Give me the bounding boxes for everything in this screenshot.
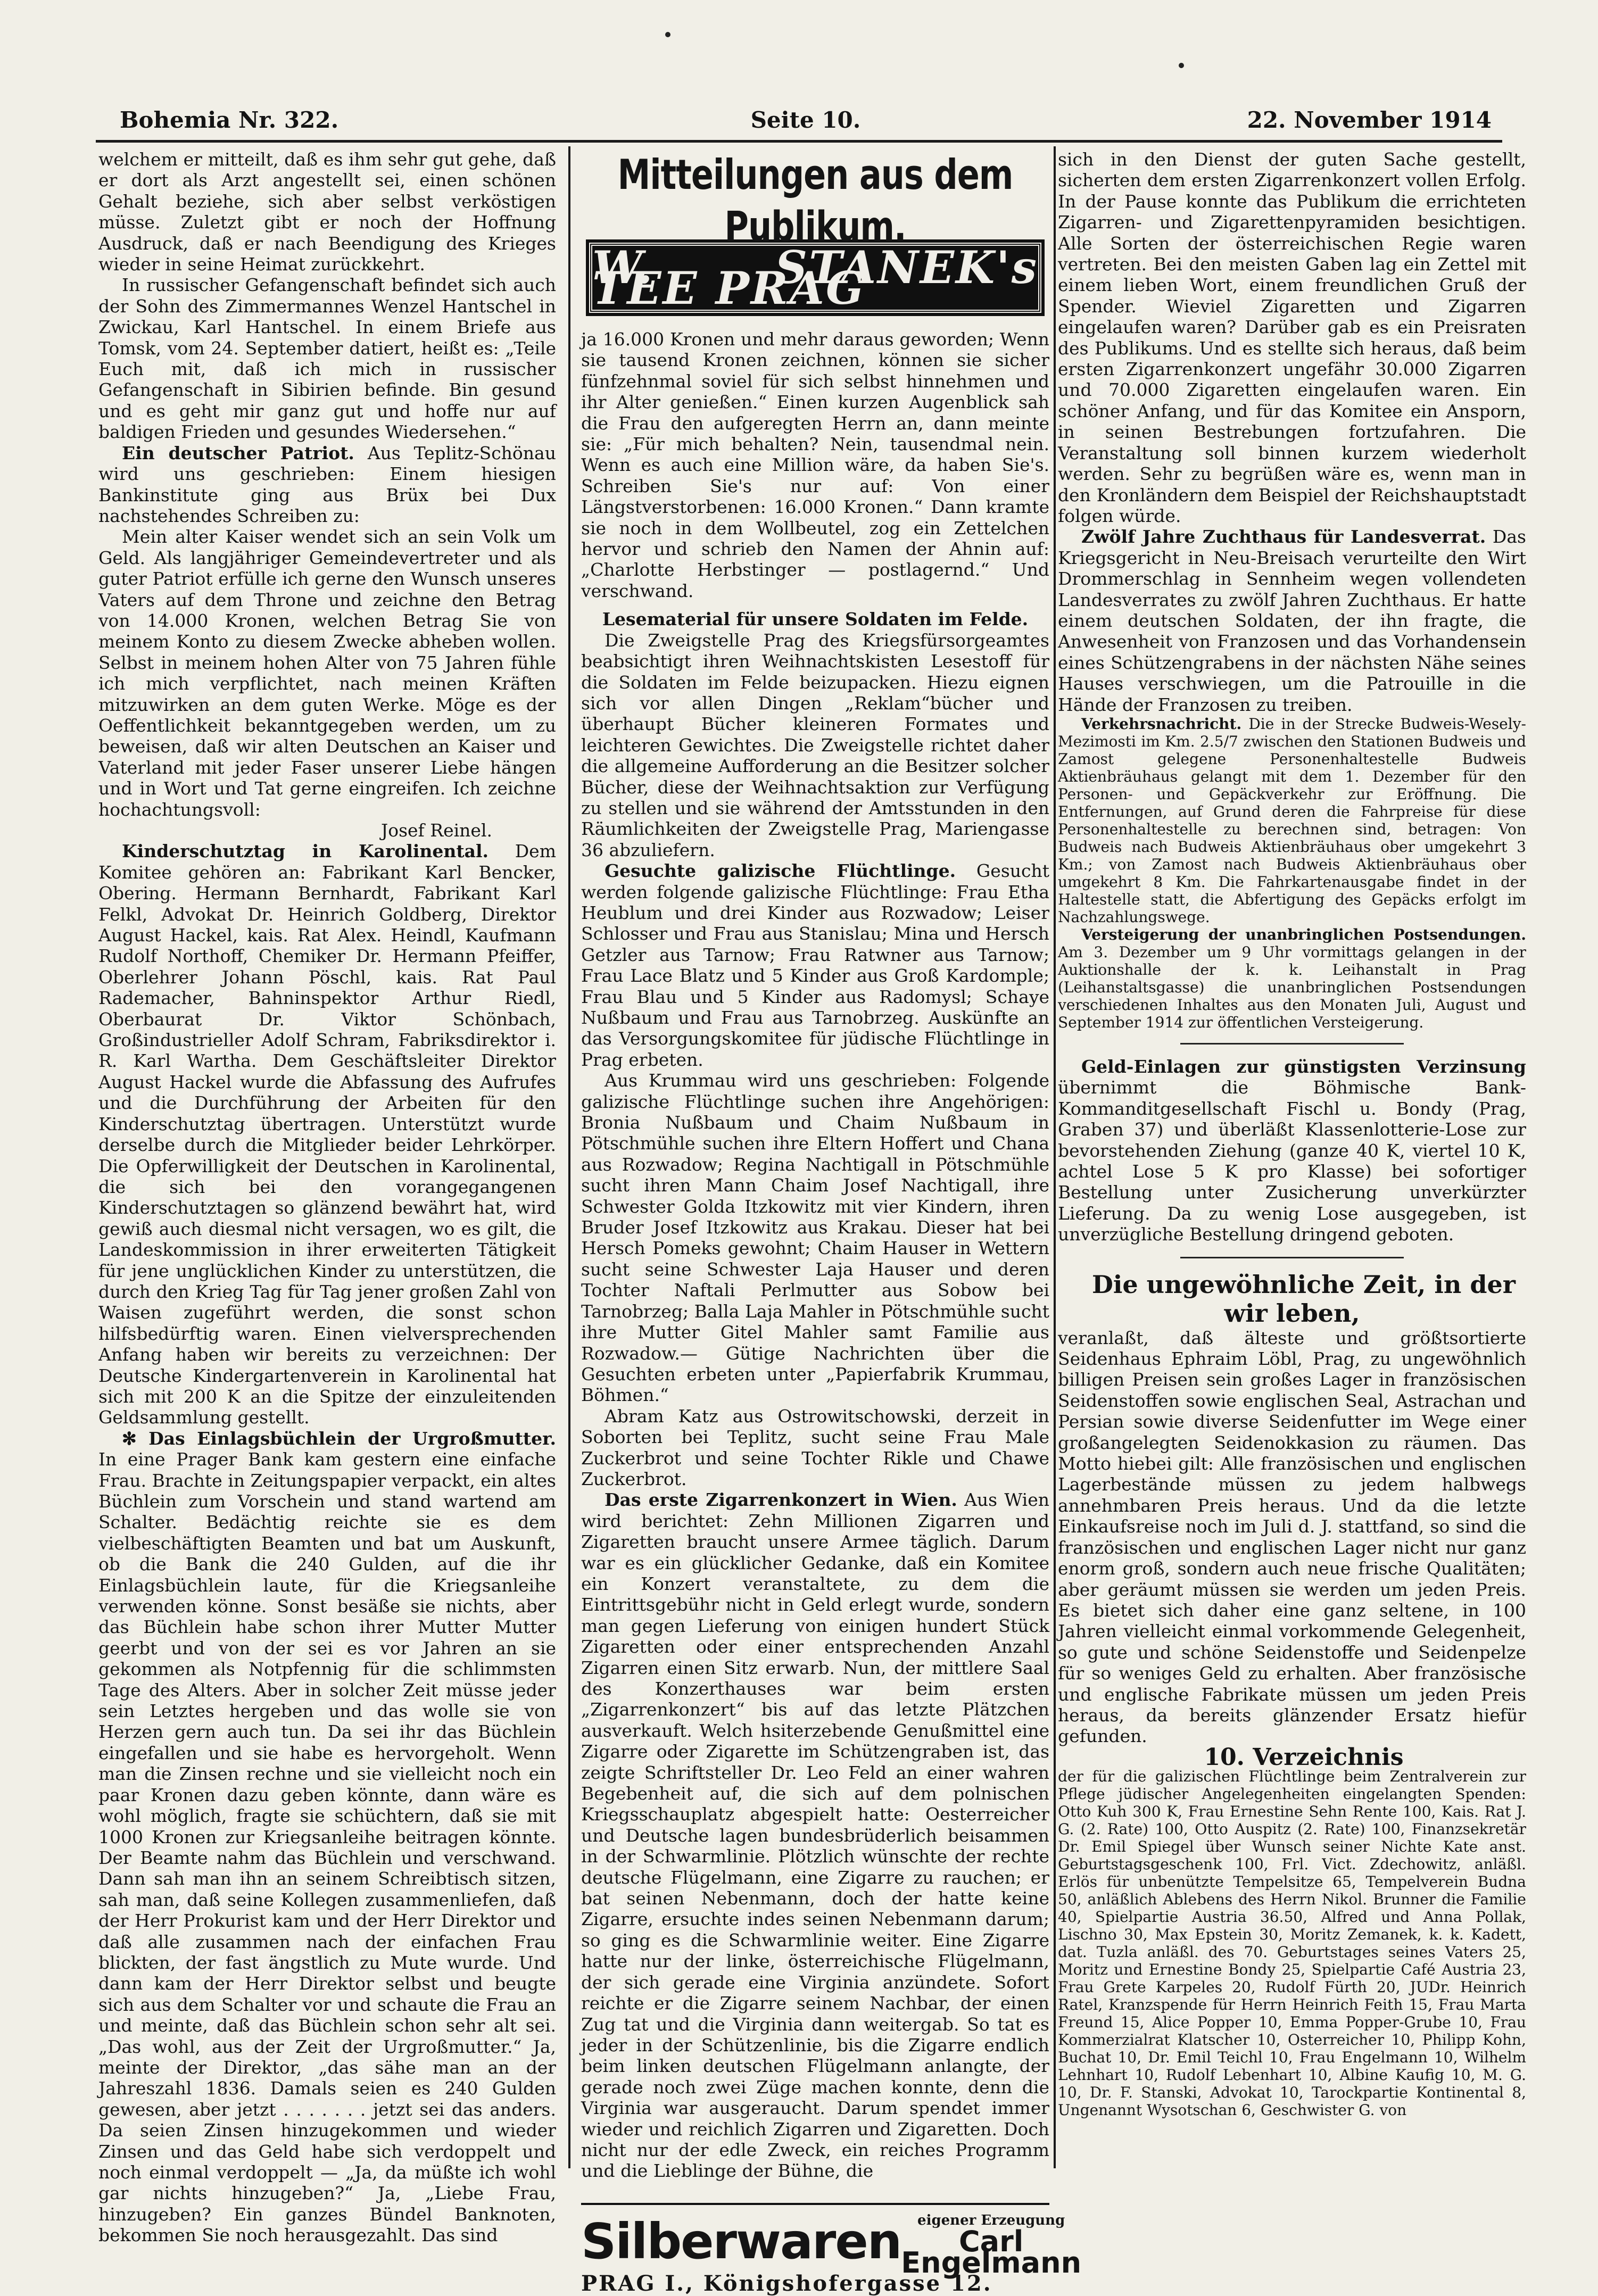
page-header [120,101,1492,138]
article-text: Dem Komitee gehören an: Fabrikant Karl Bencker, Obering. Hermann Bernhardt, Fabrikant Karl Felkl, Advokat Dr. Heinrich Goldberg, Direktor August Hackel, kais. Rat Alex. Heindl, Kaufmann Rudolf Northoff, Chemiker Dr. Hermann Pfeiffer, Oberlehrer Johann Pöschl, kais. Rat Paul Rademacher, Bahninspektor Arthur Riedl, Oberbaurat Dr. Viktor Schönbach, Großindustrieller Adolf Schram, Fabriksdirektor i. R. Karl Wartha. Dem Geschäftsleiter Direktor August Hackel wurde die Abfassung des Aufrufes und die Durchführung der Arbeiten für den Kinderschutztag übertragen. Unterstützt wurde derselbe durch die Mitglieder beider Lehrkörper. Die Opferwilligkeit der Deutschen in Karolinental, die sich bei den vorangegangenen Kinderschutztagen so glänzend bewährt hat, wird gewiß auch diesmal nicht versagen, wo es gilt, die Landeskommission in ihrer erweiterten Tätigkeit für jene unglücklichen Kinder zu unterstützen, die durch den Krieg Tag für Tag jener großen Zahl von Waisen zugeführt werden, die sonst schon hilfsbedürftig waren. Einen vielversprechenden Anfang haben wir bereits zu verzeichnen: Der Deutsche Kindergartenverein in Karolinental hat sich mit 200 K an die Spitze der einzuleitenden Geldsammlung gestellt. [98,841,556,1428]
column-rule-1 [568,146,570,2168]
ad-headline: Silberwaren [581,2213,901,2270]
article-heading: ✻ Das Einlagsbüchlein der Urgroßmutter. [122,1428,556,1449]
speck [1179,63,1184,68]
stanek-tea-banner [589,243,1041,313]
article-heading: Kinderschutztag in Karolinental. [122,841,489,862]
article-text: übernimmt die Böhmische Bank-Kommanditgesellschaft Fischl u. Bondy (Prag, Graben 37) und überläßt Klassenlotterie-Lose zur bevorstehenden Ziehung (ganze 40 K, viertel 10 K, achtel Lose 5 K pro Klasse) bei sofortiger Bestellung unter Zusicherung unverkürzter Lieferung. Da zu wenig Lose ausgegeben, ist unverzügliche Bestellung dringend geboten. [1058,1077,1526,1245]
article [581,860,1049,1070]
article-text: ja 16.000 Kronen und mehr daraus geworden; Wenn sie tausend Kronen zeichnen, können sie sicher fünfzehnmal soviel für sich selbst hinnehmen und ihr Alter genießen.“ Einen kurzen Augenblick sah die Frau den aufgeregten Herrn an, dann meinte sie: „Für mich behalten? Nein, tausendmal nein. Wenn es auch eine Million wäre, da haben Sie's. Schreiben Sie's nur auf: Von einer Längstverstorbenen: 16.000 Kronen.“ Dann kramte sie noch in dem Wollbeutel, zog ein Zettelchen hervor und schrieb den Namen der Ahnin auf: „Charlotte Herbstinger — postlagernd.“ Und verschwand. [581,329,1049,601]
article-text: sich in den Dienst der guten Sache gestellt, sicherten dem ersten Zigarrenkonzert vollen Erfolg. In der Pause konnte das Publikum die errichteten Zigarren- und Zigarettenpyramiden besichtigen. Alle Sorten der österreichischen Regie waren vertreten. Bei den meisten Gaben lag ein Zettel mit einem lieben Wort, einem freundlichen Gruß der Spender. Wieviel Zigaretten und Zigarren eingelaufen waren? Darüber gab es ein Preisraten des Publikums. Und es stellte sich heraus, daß beim ersten Zigarrenkonzert ungefähr 30.000 Zigarren und 70.000 Zigaretten eingelaufen waren. Ein schöner Anfang, und für das Komitee ein Ansporn, in seinen Bestrebungen fortzufahren. Die Veranstaltung soll binnen kurzem wiederholt werden. Sehr zu begrüßen wäre es, wenn man in den Kronländern dem Beispiel der Reichshauptstadt folgen würde. [1058,149,1526,526]
article-text: In eine Prager Bank kam gestern eine einfache Frau. Brachte in Zeitungspapier verpackt, ein altes Büchlein zum Vorschein und stand wartend am Schalter. Bedächtig reichte sie es dem vielbeschäftigten Beamten und bat um Auskunft, ob die Bank die 240 Gulden, auf die ihr Einlagsbüchlein laute, für die Kriegsanleihe verwenden könne. Sonst besäße sie nichts, aber das Büchlein habe schon ihrer Mutter Mutter geerbt und von der sei es vor Jahren an sie gekommen als Notpfennig für die schlimmsten Tage des Alters. Aber in solcher Zeit müsse jeder sein Letztes hergeben und das wolle sie von Herzen gern auch tun. Da sei ihr das Büchlein eingefallen und sie habe es hervorgeholt. Wenn man die Zinsen rechne und sie vielleicht noch ein paar Kronen dazu geben könnte, dann wäre es wohl möglich, fragte sie schüchtern, daß sie mit 1000 Kronen zur Kriegsanleihe beitragen könnte. Der Beamte nahm das Büchlein und verschwand. Dann sah man ihn an seinem Schreibtisch sitzen, sah man, daß seine Kollegen zusammenliefen, daß der Herr Prokurist kam und der Herr Direktor und daß alle zusammen nach der einfachen Frau blickten, der fast ängstlich zu Mute wurde. Und dann kam der Herr Direktor selbst und beugte sich aus dem Schalter vor und schaute die Frau an und meinte, daß das Büchlein schon sehr alt sei. „Das wohl, aus der Zeit der Urgroßmutter.“ Ja, meinte der Direktor, „das sähe man an der Jahreszahl 1836. Damals seien es 240 Gulden gewesen, aber jetzt . . . . . . . jetzt sei das anders. Da seien Zinsen hinzugekommen und wieder Zinsen und das Geld habe sich verdoppelt und noch einmal verdoppelt — „Ja, da müßte ich wohl gar nichts hinzugeben?“ Ja, „Liebe Frau, hinzugeben? Ein ganzes Bündel Banknoten, bekommen Sie noch herausgezahlt. Das sind [98,1449,556,2246]
speck [665,32,670,37]
article-heading: Geld-Einlagen zur günstigsten Verzinsung [1081,1056,1526,1077]
article-text: In russischer Gefangenschaft befindet sich auch der Sohn des Zimmermannes Wenzel Hantschel in Zwickau, Karl Hantschel. In einem Briefe aus Tomsk, vom 24. September datiert, heißt es: „Teile Euch mit, daß ich mich in russischer Gefangenschaft in Sibirien befinde. Bin gesund und es geht mir ganz gut und hoffe nur auf baldigen Frieden und gesundes Wiedersehen.“ [98,275,556,443]
article-text: welchem er mitteilt, daß es ihm sehr gut gehe, daß er dort als Arzt angestellt sei, einen schönen Gehalt beziehe, sich aber selbst verköstigen müsse. Zuletzt gibt er noch der Hoffnung Ausdruck, daß er nach Beendigung des Krieges wieder in seine Heimat zurückkehrt. [98,149,556,275]
ad-subline: eigener Erzeugung [917,2212,1065,2228]
column-1 [98,149,556,2246]
article [1058,715,1526,926]
separator-rule [1180,1043,1404,1045]
article [1058,926,1526,1031]
article-text: Aus Krummau wird uns geschrieben: Folgende galizische Flüchtlinge suchen ihre Angehörigen: Bronia Nußbaum und Chaim Nußbaum in Pötschmühle suchen ihre Eltern Hoffert und Chana aus Rozwadow; Regina Nachtigall in Pötschmühle sucht ihren Mann Chaim Josef Nachtigall, ihre Schwester Golda Itzkowitz mit vier Kindern, ihren Bruder Josef Itzkowitz aus Krakau. Dieser hat bei Hersch Pomeks gewohnt; Chaim Hauser in Wettern sucht seine Schwester Laja Hauser und deren Tochter Naftali Perlmutter aus Sobow bei Tarnobrzeg; Balla Laja Mahler in Pötschmühle sucht ihre Mutter Gitel Mahler samt Familie aus Rozwadow.— Gütige Nachrichten über die Gesuchten erbeten unter „Papierfabrik Krummau, Böhmen.“ [581,1070,1049,1406]
article-heading: Das erste Zigarrenkonzert in Wien. [605,1489,957,1511]
ad-company: Carl Engelmann [901,2225,1082,2280]
article [98,1428,556,2246]
article-heading: Lesematerial für unsere Soldaten im Felde. [602,609,1029,630]
article-text: Aus Teplitz-Schönau wird uns geschrieben: Einem hiesigen Bankinstitute ging aus Brüx bei Dux nachstehendes Schreiben zu: [98,442,556,526]
signature: Josef Reinel. [380,820,492,841]
section-masthead: Mitteilungen aus dem Publikum. [617,150,1013,251]
article-heading: Verkehrsnachricht. [1081,715,1242,733]
article-text: Aus Wien wird berichtet: Zehn Millionen Zigarren und Zigaretten braucht unsere Armee täglich. Darum war es ein glücklicher Gedanke, daß ein Komitee ein Konzert veranstaltete, zu dem die Eintrittsgebühr nicht in Geld erlegt wurde, sondern man gegen Lieferung von einigen hundert Stück Zigaretten oder einer entsprechenden Anzahl Zigarren einen Sitz erwarb. Nun, der mittlere Saal des Konzerthauses war beim ersten „Zigarrenkonzert“ bis auf das letzte Plätzchen ausverkauft. Welch hsiterzebende Genußmittel eine Zigarre oder Zigarette im Schützengraben ist, das zeigte Schriftsteller Dr. Leo Feld an einer wahren Begebenheit auf, die sich auf dem polnischen Kriegsschauplatz abgespielt hatte: Oesterreicher und Deutsche lagen bundesbrüderlich beisammen in der Schwarmlinie. Plötzlich wünschte der rechte deutsche Flügelmann, eine Zigarre zu rauchen; er bat seinen Nebenmann, doch der hatte keine Zigarre, ersuchte indes seinen Nebenmann darum; so ging es die Schwarmlinie weiter. Eine Zigarre hatte nur der linke, österreichische Flügelmann, der sich gerade eine Virginia anzündete. Sofort reichte er die Zigarre seinem Nachbar, der einen Zug tat und die Virginia dann weitergab. So tat es jeder in der Schützenlinie, bis die Zigarre endlich beim linken deutschen Flügelmann anlangte, der gerade noch zwei Züge machen konnte, denn die Virginia war ausgeraucht. Darum spendet immer wieder und reichlich Zigarren und Zigaretten. Doch nicht nur der edle Zweck, ein reiches Programm und die Lieblinge der Bühne, die [581,1489,1049,2182]
header-date: 22. November 1914 [1247,106,1492,133]
header-title: Bohemia Nr. 322. [120,106,339,133]
column-3 [1058,149,1526,2171]
article-text: veranlaßt, daß älteste und größtsortierte Seidenhaus Ephraim Löbl, Prag, zu ungewöhnlich billigen Preisen sein großes Lager in französischen Seidenstoffen sowie englischen Seal, Astrachan und Persian sowie diverse Seidenfutter im Wege einer großangelegten Seidenokkasion zu räumen. Das Motto hiebei gilt: Alle französischen und englischen Lagerbestände müssen zu jedem halbwegs annehmbaren Preis heraus. Und da die letzte Einkaufsreise noch im Juli d. J. stattfand, so sind die französischen und englischen Lager nicht nur ganz enorm groß, sondern auch neue frische Qualitäten; aber geräumt müssen sie werden um jeden Preis. Es bietet sich daher eine ganz seltene, in 100 Jahren vielleicht einmal vorkommende Gelegenheit, so gute und schöne Seidenstoffe und Seidenpelze für so weniges Geld zu erhalten. Aber französische und englische Fabrikate müssen um jeden Preis heraus, da bereits glänzender Ersatz hiefür gefunden. [1058,1327,1526,1747]
article-title: Die ungewöhnliche Zeit, in der wir leben, [1091,1270,1516,1328]
donation-list: der für die galizischen Flüchtlinge beim Zentralverein zur Pflege jüdischer Angelegenheiten eingelangten Spenden: Otto Kuh 300 K, Frau Ernestine Sehn Rente 100, Kais. Rat J. G. (2. Rate) 100, Otto Auspitz (2. Rate) 100, Finanzsekretär Dr. Emil Spiegel über Wunsch seiner Nichte Kate anst. Geburtstagsgeschenk 100, Frl. Vict. Zdechowitz, anläßl. Erlös für unbenützte Tempelsitze 65, Tempelverein Budna 50, anläßlich Ablebens des Herrn Nikol. Brunner die Familie 40, Spielpartie Austria 36.50, Alfred und Anna Pollak, Lischno 30, Max Epstein 30, Moritz Zemanek, k. k. Kadett, dat. Tuzla anläßl. des 70. Geburtstages seines Vaters 25, Moritz und Ernestine Bondy 25, Spielpartie Café Austria 23, Frau Grete Karpeles 20, Rudolf Fürth 20, JUDr. Heinrich Ratel, Kranzspende für Herrn Heinrich Feith 15, Frau Marta Freund 15, Alice Popper 10, Emma Popper-Grube 10, Frau Kommerzialrat Klatscher 10, Osterreicher 10, Philipp Kohn, Buchat 10, Dr. Emil Teichl 10, Frau Engelmann 10, Wilhelm Lehnhart 10, Rudolf Lebenhart 10, Albine Kaufig 10, M. G. 10, Dr. F. Stanski, Advokat 10, Tarockpartie Kontinental 8, Ungenannt Wysotschan 6, Geschwister G. von [1058,1768,1526,2119]
article-text: Am 3. Dezember um 9 Uhr vormittags gelangen in der Auktionshalle der k. k. Leihanstalt in Prag (Leihanstaltsgasse) die unanbringlichen Postsendungen verschiedenen Inhaltes aus den Monaten Juli, August und September 1914 zur öffentlichen Versteigerung. [1058,943,1526,1031]
separator-rule [1180,1257,1404,1258]
header-page-number: Seite 10. [750,106,861,133]
bank-notice [1058,1056,1526,1245]
article-text: Das Kriegsgericht in Neu-Breisach verurteilte den Wirt Drommerschlag in Sennheim wegen vollendeten Landesverrates zu zwölf Jahren Zuchthaus. Er hatte einem deutschen Soldaten, der ihn fragte, die Anwesenheit von Franzosen und das Vorhandensein eines Schützengrabens in der nächsten Nähe seines Hauses verschwiegen, um die Patrouille in die Hände der Franzosen zu treiben. [1058,526,1526,715]
silverware-advertisement [581,2203,1082,2296]
article-text: Die Zweigstelle Prag des Kriegsfürsorgeamtes beabsichtigt ihren Weihnachtskisten Lesestoff für die Soldaten im Felde beizupacken. Hiezu eignen sich vor allen Dingen „Reklam“bücher und überhaupt Bücher kleineren Formates und leichteren Gewichtes. Die Zweigstelle richtet daher die allgemeine Aufforderung an die Besitzer solcher Bücher, diese der Weihnachtsaktion zur Verfügung zu stellen und sie während der Amtsstunden in den Räumlichkeiten der Zweigstelle Prag, Mariengasse 36 abzuliefern. [581,629,1049,860]
article-heading: Ein deutscher Patriot. [122,442,354,463]
article-text: Gesucht werden folgende galizische Flüchtlinge: Frau Etha Heublum und drei Kinder aus Rozwadow; Leiser Schlosser und Frau aus Stanislau; Mina und Hersch Getzler aus Tarnow; Frau Ratwner aus Tarnow; Frau Lace Blatz und 5 Kinder aus Groß Kardomple; Frau Blau und 5 Kinder aus Radomysl; Schaye Nußbaum und Frau aus Tarnobrzeg. Auskünfte an das Versorgungskomitee für jüdische Flüchtlinge in Prag erbeten. [581,860,1049,1070]
letter-text: Mein alter Kaiser wendet sich an sein Volk um Geld. Als langjähriger Gemeindevertreter und als guter Patriot erfülle ich gerne den Wunsch unseres Vaters auf dem Throne und zeichne den Betrag von 14.000 Kronen, welchen Betrag Sie von meinem Konto zu diesem Zwecke abheben wollen. Selbst in meinem hohen Alter von 75 Jahren fühle ich mich verpflichtet, nach meinen Kräften mitzuwirken an dem guten Werke. Möge es der Oeffentlichkeit bekanntgegeben werden, um zu beweisen, daß wir alten Deutschen an Kaiser und Vaterland mit jeder Faser unserer Liebe hängen und in Wort und Tat gerne eingreifen. Ich zeichne hochachtungsvoll: [98,526,556,820]
article [98,841,556,1428]
column-rule-2 [1054,146,1056,2168]
article-text: Abram Katz aus Ostrowitschowski, derzeit in Soborten bei Teplitz, sucht seine Frau Male Zuckerbrot und seine Tochter Rikle und Chawe Zuckerbrot. [581,1405,1049,1489]
article-heading: Versteigerung der unanbringlichen Postsendungen. [1081,925,1526,943]
banner-text: W. STANEK's TEE PRAG [592,241,1038,314]
article [581,1489,1049,2181]
header-rule [96,140,1502,143]
ad-address: PRAG I., Königshofergasse 12. [581,2270,992,2296]
article-text: Die in der Strecke Budweis-Wesely-Mezimosti im Km. 2.5/7 zwischen den Stationen Budweis und Zamost gelegene Personenhaltestelle Budweis Aktienbräuhaus gelangt mit dem 1. Dezember für den Personen- und Gepäckverkehr zur Eröffnung. Die Entfernungen, auf Grund deren die Fahrpreise für diese Personenhaltestelle zu berechnen sind, betragen: Von Budweis nach Budweis Aktienbräuhaus ober umgekehrt 3 Km.; von Zamost nach Budweis Aktienbräuhaus ober umgekehrt 8 Km. Die Fahrkartenausgabe findet in der Haltestelle statt, die Abfertigung des Gepäcks erfolgt im Nachzahlungswege. [1058,715,1526,926]
article-heading: Zwölf Jahre Zuchthaus für Landesverrat. [1081,526,1486,548]
article [98,443,556,527]
article-title: 10. Verzeichnis [1204,1743,1404,1771]
article-heading: Gesuchte galizische Flüchtlinge. [605,860,956,882]
column-2 [581,149,1082,2296]
article [1058,526,1526,715]
